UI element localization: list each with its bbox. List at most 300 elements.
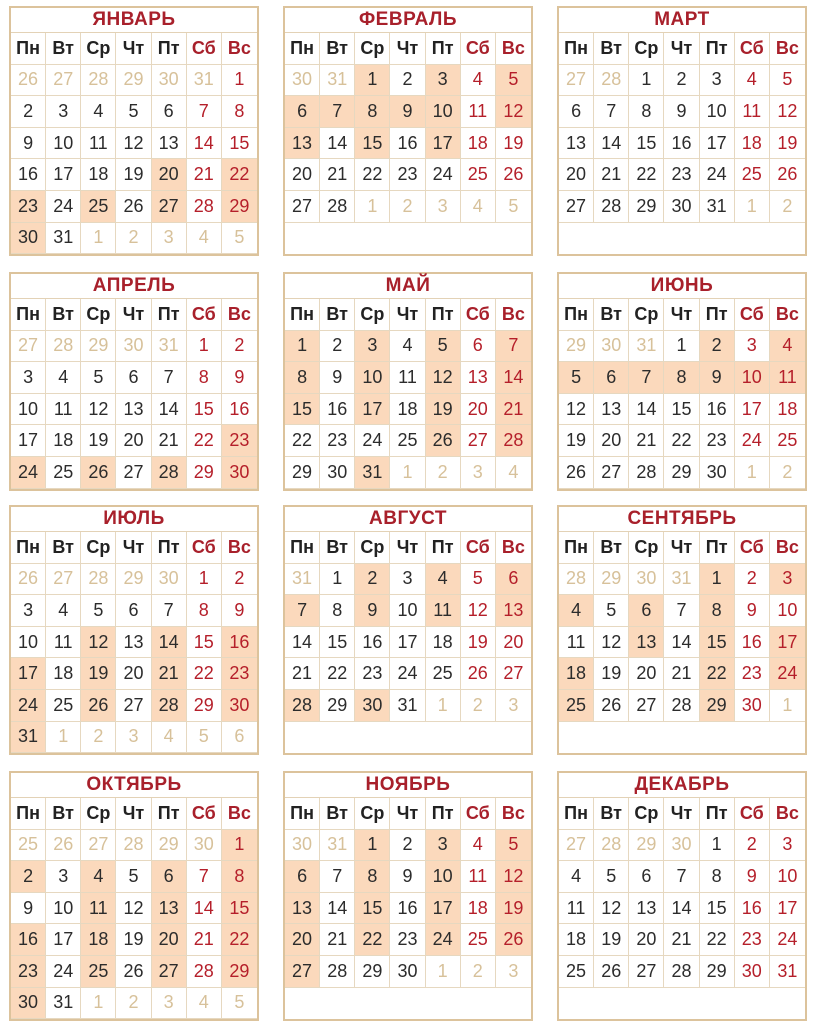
weekday-header: Вс	[222, 33, 257, 65]
weekday-header: Пт	[152, 299, 187, 331]
calendar-day: 30	[320, 457, 355, 489]
calendar-day: 20	[559, 159, 594, 191]
adjacent-month-day: 1	[81, 223, 116, 255]
calendar-day: 14	[187, 893, 222, 925]
adjacent-month-day: 2	[390, 191, 425, 223]
adjacent-month-day: 27	[46, 564, 81, 596]
adjacent-month-day: 30	[152, 65, 187, 97]
calendar-day: 5	[496, 65, 531, 97]
weekday-header: Пн	[11, 33, 46, 65]
calendar-day: 14	[629, 394, 664, 426]
adjacent-month-day: 27	[46, 65, 81, 97]
calendar-day: 3	[46, 96, 81, 128]
weekday-header: Чт	[116, 798, 151, 830]
calendar-day: 16	[700, 394, 735, 426]
calendar-day: 20	[285, 159, 320, 191]
calendar-day: 8	[700, 861, 735, 893]
calendar-day: 11	[81, 128, 116, 160]
calendar-day: 8	[222, 861, 257, 893]
calendar-day: 25	[559, 690, 594, 722]
adjacent-month-day: 2	[770, 457, 805, 489]
calendar-day: 19	[81, 425, 116, 457]
calendar-day: 19	[496, 128, 531, 160]
weekday-header: Пн	[559, 33, 594, 65]
adjacent-month-day: 1	[46, 722, 81, 754]
weekday-header: Пн	[285, 299, 320, 331]
month-12	[557, 771, 807, 1021]
calendar-day: 25	[46, 457, 81, 489]
empty-row	[559, 722, 805, 754]
calendar-day: 5	[594, 861, 629, 893]
calendar-day: 1	[222, 830, 257, 862]
calendar-day: 10	[426, 861, 461, 893]
calendar-day: 30	[222, 690, 257, 722]
empty-row	[559, 223, 805, 255]
calendar-day: 26	[594, 690, 629, 722]
calendar-day: 18	[770, 394, 805, 426]
calendar-day: 24	[11, 457, 46, 489]
calendar-day: 6	[629, 861, 664, 893]
calendar-day: 26	[461, 658, 496, 690]
calendar-day: 22	[700, 924, 735, 956]
calendar-day: 8	[664, 362, 699, 394]
month-8	[283, 505, 533, 755]
weekday-header: Ср	[81, 33, 116, 65]
calendar-day: 16	[11, 924, 46, 956]
calendar-day: 7	[664, 595, 699, 627]
calendar-day: 29	[285, 457, 320, 489]
calendar-day: 12	[496, 861, 531, 893]
calendar-day: 3	[46, 861, 81, 893]
calendar-day: 25	[81, 956, 116, 988]
calendar-day: 30	[11, 988, 46, 1020]
calendar-day: 11	[770, 362, 805, 394]
calendar-day: 9	[222, 595, 257, 627]
adjacent-month-day: 31	[152, 331, 187, 363]
calendar-day: 11	[461, 96, 496, 128]
calendar-day: 7	[664, 861, 699, 893]
calendar-day: 3	[11, 362, 46, 394]
adjacent-month-day: 5	[187, 722, 222, 754]
adjacent-month-day: 4	[187, 988, 222, 1020]
calendar-day: 11	[461, 861, 496, 893]
weekday-header: Сб	[461, 532, 496, 564]
adjacent-month-day: 3	[461, 457, 496, 489]
adjacent-month-day: 28	[594, 830, 629, 862]
calendar-day: 19	[594, 658, 629, 690]
adjacent-month-day: 6	[222, 722, 257, 754]
weekday-header: Вт	[594, 299, 629, 331]
calendar-day: 27	[152, 956, 187, 988]
calendar-day: 15	[320, 627, 355, 659]
weekday-header: Вс	[770, 33, 805, 65]
calendar-day: 22	[285, 425, 320, 457]
calendar-day: 13	[594, 394, 629, 426]
calendar-day: 4	[81, 861, 116, 893]
month-grid	[11, 531, 257, 753]
calendar-day: 25	[46, 690, 81, 722]
month-title: ОКТЯБРЬ	[86, 774, 182, 795]
month-grid	[285, 797, 531, 988]
month-title: ИЮЛЬ	[103, 508, 165, 529]
calendar-day: 27	[461, 425, 496, 457]
calendar-day: 22	[700, 658, 735, 690]
adjacent-month-day: 28	[81, 564, 116, 596]
adjacent-month-day: 29	[559, 331, 594, 363]
calendar-day: 5	[594, 595, 629, 627]
calendar-day: 2	[700, 331, 735, 363]
calendar-day: 10	[390, 595, 425, 627]
calendar-day: 2	[11, 96, 46, 128]
adjacent-month-day: 27	[11, 331, 46, 363]
calendar-day: 29	[700, 956, 735, 988]
weekday-header: Вт	[320, 33, 355, 65]
calendar-day: 2	[735, 564, 770, 596]
calendar-day: 22	[355, 924, 390, 956]
adjacent-month-day: 30	[116, 331, 151, 363]
month-grid	[285, 32, 531, 223]
weekday-header: Сб	[735, 299, 770, 331]
weekday-header: Пт	[700, 33, 735, 65]
weekday-header: Вт	[46, 798, 81, 830]
calendar-day: 23	[390, 159, 425, 191]
calendar-day: 5	[770, 65, 805, 97]
calendar-day: 30	[700, 457, 735, 489]
calendar-day: 24	[735, 425, 770, 457]
weekday-header: Вт	[46, 33, 81, 65]
weekday-header: Пт	[426, 33, 461, 65]
calendar-day: 5	[116, 861, 151, 893]
calendar-day: 13	[152, 893, 187, 925]
adjacent-month-day: 2	[461, 690, 496, 722]
calendar-day: 24	[770, 658, 805, 690]
month-title: АПРЕЛЬ	[92, 275, 176, 296]
adjacent-month-day: 4	[187, 223, 222, 255]
month-4	[9, 272, 259, 491]
calendar-day: 15	[187, 627, 222, 659]
calendar-day: 21	[594, 159, 629, 191]
adjacent-month-day: 1	[390, 457, 425, 489]
calendar-day: 4	[461, 830, 496, 862]
calendar-day: 6	[285, 96, 320, 128]
calendar-day: 4	[390, 331, 425, 363]
calendar-day: 9	[320, 362, 355, 394]
calendar-day: 1	[700, 564, 735, 596]
calendar-day: 28	[496, 425, 531, 457]
adjacent-month-day: 5	[496, 191, 531, 223]
calendar-day: 12	[81, 627, 116, 659]
month-5	[283, 272, 533, 491]
month-7	[9, 505, 259, 755]
calendar-day: 8	[222, 96, 257, 128]
calendar-day: 6	[559, 96, 594, 128]
calendar-day: 1	[355, 65, 390, 97]
calendar-day: 12	[770, 96, 805, 128]
calendar-day: 14	[320, 893, 355, 925]
calendar-day: 23	[11, 191, 46, 223]
calendar-day: 13	[496, 595, 531, 627]
calendar-day: 1	[320, 564, 355, 596]
calendar-day: 26	[426, 425, 461, 457]
calendar-day: 29	[664, 457, 699, 489]
calendar-day: 8	[355, 96, 390, 128]
calendar-day: 12	[559, 394, 594, 426]
adjacent-month-day: 29	[629, 830, 664, 862]
adjacent-month-day: 3	[152, 223, 187, 255]
calendar-day: 23	[735, 924, 770, 956]
calendar-day: 27	[116, 457, 151, 489]
month-title: НОЯБРЬ	[365, 774, 451, 795]
calendar-day: 12	[81, 394, 116, 426]
weekday-header: Пн	[285, 532, 320, 564]
calendar-day: 9	[11, 893, 46, 925]
calendar-day: 18	[559, 924, 594, 956]
weekday-header: Ср	[355, 532, 390, 564]
weekday-header: Вс	[770, 299, 805, 331]
calendar-day: 26	[496, 924, 531, 956]
calendar-day: 3	[426, 65, 461, 97]
weekday-header: Вт	[46, 299, 81, 331]
calendar-day: 30	[735, 690, 770, 722]
weekday-header: Вт	[320, 798, 355, 830]
calendar-day: 6	[629, 595, 664, 627]
calendar-day: 7	[152, 362, 187, 394]
calendar-day: 7	[594, 96, 629, 128]
calendar-day: 19	[496, 893, 531, 925]
calendar-day: 3	[426, 830, 461, 862]
calendar-day: 21	[664, 658, 699, 690]
calendar-day: 22	[355, 159, 390, 191]
weekday-header: Пн	[559, 532, 594, 564]
adjacent-month-day: 30	[629, 564, 664, 596]
calendar-day: 22	[222, 924, 257, 956]
weekday-header: Пн	[11, 299, 46, 331]
weekday-header: Сб	[187, 798, 222, 830]
weekday-header: Ср	[355, 798, 390, 830]
month-title: ИЮНЬ	[650, 275, 714, 296]
calendar-day: 25	[390, 425, 425, 457]
calendar-day: 17	[11, 425, 46, 457]
calendar-day: 15	[664, 394, 699, 426]
calendar-day: 16	[390, 128, 425, 160]
calendar-day: 17	[426, 128, 461, 160]
calendar-day: 17	[735, 394, 770, 426]
calendar-day: 6	[152, 861, 187, 893]
calendar-day: 23	[320, 425, 355, 457]
calendar-day: 8	[320, 595, 355, 627]
calendar-day: 15	[355, 128, 390, 160]
calendar-day: 30	[11, 223, 46, 255]
calendar-day: 23	[390, 924, 425, 956]
calendar-day: 10	[46, 128, 81, 160]
adjacent-month-day: 30	[664, 830, 699, 862]
calendar-day: 17	[770, 893, 805, 925]
calendar-day: 5	[461, 564, 496, 596]
calendar-day: 23	[222, 658, 257, 690]
weekday-header: Вт	[320, 532, 355, 564]
calendar-day: 7	[496, 331, 531, 363]
calendar-day: 7	[285, 595, 320, 627]
calendar-day: 28	[187, 191, 222, 223]
calendar-day: 19	[559, 425, 594, 457]
calendar-day: 25	[81, 191, 116, 223]
calendar-day: 19	[461, 627, 496, 659]
calendar-day: 8	[700, 595, 735, 627]
calendar-day: 21	[152, 658, 187, 690]
calendar-day: 16	[320, 394, 355, 426]
calendar-day: 17	[390, 627, 425, 659]
calendar-day: 16	[390, 893, 425, 925]
calendar-day: 2	[222, 564, 257, 596]
calendar-day: 4	[559, 595, 594, 627]
adjacent-month-day: 1	[735, 457, 770, 489]
calendar-day: 29	[355, 956, 390, 988]
adjacent-month-day: 3	[496, 956, 531, 988]
month-title: ЯНВАРЬ	[92, 9, 176, 30]
month-title: ФЕВРАЛЬ	[358, 9, 458, 30]
calendar-day: 22	[320, 658, 355, 690]
adjacent-month-day: 29	[152, 830, 187, 862]
calendar-day: 12	[496, 96, 531, 128]
calendar-day: 25	[770, 425, 805, 457]
calendar-day: 14	[152, 627, 187, 659]
calendar-day: 16	[664, 128, 699, 160]
calendar-day: 20	[152, 159, 187, 191]
calendar-day: 1	[285, 331, 320, 363]
month-2	[283, 6, 533, 256]
adjacent-month-day: 1	[355, 191, 390, 223]
calendar-day: 16	[222, 394, 257, 426]
calendar-day: 26	[496, 159, 531, 191]
month-grid	[559, 531, 805, 722]
calendar-day: 28	[594, 191, 629, 223]
calendar-day: 27	[594, 457, 629, 489]
calendar-day: 31	[46, 988, 81, 1020]
calendar-day: 12	[116, 128, 151, 160]
calendar-day: 29	[222, 191, 257, 223]
weekday-header: Ср	[81, 532, 116, 564]
weekday-header: Пт	[152, 798, 187, 830]
calendar-day: 28	[285, 690, 320, 722]
calendar-day: 17	[770, 627, 805, 659]
calendar-day: 31	[700, 191, 735, 223]
adjacent-month-day: 2	[426, 457, 461, 489]
calendar-day: 28	[629, 457, 664, 489]
calendar-day: 21	[320, 924, 355, 956]
adjacent-month-day: 30	[285, 65, 320, 97]
adjacent-month-day: 4	[152, 722, 187, 754]
calendar-day: 15	[355, 893, 390, 925]
calendar-day: 14	[320, 128, 355, 160]
calendar-day: 29	[222, 956, 257, 988]
calendar-day: 22	[222, 159, 257, 191]
adjacent-month-day: 2	[116, 223, 151, 255]
calendar-day: 4	[46, 362, 81, 394]
calendar-day: 5	[116, 96, 151, 128]
weekday-header: Вт	[594, 532, 629, 564]
calendar-day: 27	[116, 690, 151, 722]
empty-row	[285, 988, 531, 1020]
weekday-header: Чт	[116, 33, 151, 65]
calendar-day: 24	[355, 425, 390, 457]
calendar-day: 18	[426, 627, 461, 659]
calendar-day: 25	[461, 924, 496, 956]
calendar-day: 26	[81, 457, 116, 489]
weekday-header: Сб	[735, 33, 770, 65]
calendar-day: 11	[559, 627, 594, 659]
calendar-day: 4	[770, 331, 805, 363]
calendar-day: 5	[81, 595, 116, 627]
month-grid	[285, 531, 531, 722]
calendar-day: 24	[11, 690, 46, 722]
calendar-day: 20	[594, 425, 629, 457]
weekday-header: Чт	[390, 532, 425, 564]
calendar-day: 9	[664, 96, 699, 128]
calendar-day: 28	[320, 956, 355, 988]
calendar-day: 18	[81, 924, 116, 956]
weekday-header: Вс	[496, 532, 531, 564]
calendar-day: 8	[629, 96, 664, 128]
weekday-header: Вс	[222, 798, 257, 830]
calendar-day: 16	[735, 893, 770, 925]
calendar-day: 20	[116, 658, 151, 690]
calendar-day: 22	[187, 658, 222, 690]
calendar-day: 18	[46, 658, 81, 690]
weekday-header: Чт	[664, 33, 699, 65]
calendar-day: 6	[461, 331, 496, 363]
calendar-day: 2	[355, 564, 390, 596]
calendar-day: 11	[559, 893, 594, 925]
calendar-day: 7	[320, 861, 355, 893]
calendar-day: 27	[629, 956, 664, 988]
weekday-header: Сб	[461, 33, 496, 65]
weekday-header: Пт	[426, 299, 461, 331]
adjacent-month-day: 30	[187, 830, 222, 862]
weekday-header: Пт	[426, 532, 461, 564]
calendar-day: 15	[222, 128, 257, 160]
weekday-header: Вс	[496, 798, 531, 830]
calendar-day: 4	[559, 861, 594, 893]
adjacent-month-day: 28	[46, 331, 81, 363]
calendar-day: 3	[355, 331, 390, 363]
calendar-day: 2	[664, 65, 699, 97]
calendar-day: 5	[559, 362, 594, 394]
calendar-day: 14	[496, 362, 531, 394]
calendar-day: 23	[355, 658, 390, 690]
calendar-day: 24	[46, 191, 81, 223]
calendar-day: 9	[735, 595, 770, 627]
weekday-header: Пт	[152, 33, 187, 65]
calendar-day: 29	[187, 690, 222, 722]
weekday-header: Пн	[285, 33, 320, 65]
adjacent-month-day: 31	[285, 564, 320, 596]
calendar-day: 10	[770, 595, 805, 627]
calendar-day: 26	[116, 191, 151, 223]
adjacent-month-day: 29	[81, 331, 116, 363]
calendar-day: 10	[735, 362, 770, 394]
calendar-day: 4	[426, 564, 461, 596]
calendar-day: 26	[81, 690, 116, 722]
weekday-header: Пт	[700, 798, 735, 830]
calendar-day: 8	[187, 595, 222, 627]
calendar-day: 17	[46, 924, 81, 956]
calendar-day: 17	[11, 658, 46, 690]
calendar-day: 22	[664, 425, 699, 457]
adjacent-month-day: 30	[285, 830, 320, 862]
calendar-day: 9	[222, 362, 257, 394]
calendar-day: 1	[355, 830, 390, 862]
calendar-day: 28	[187, 956, 222, 988]
